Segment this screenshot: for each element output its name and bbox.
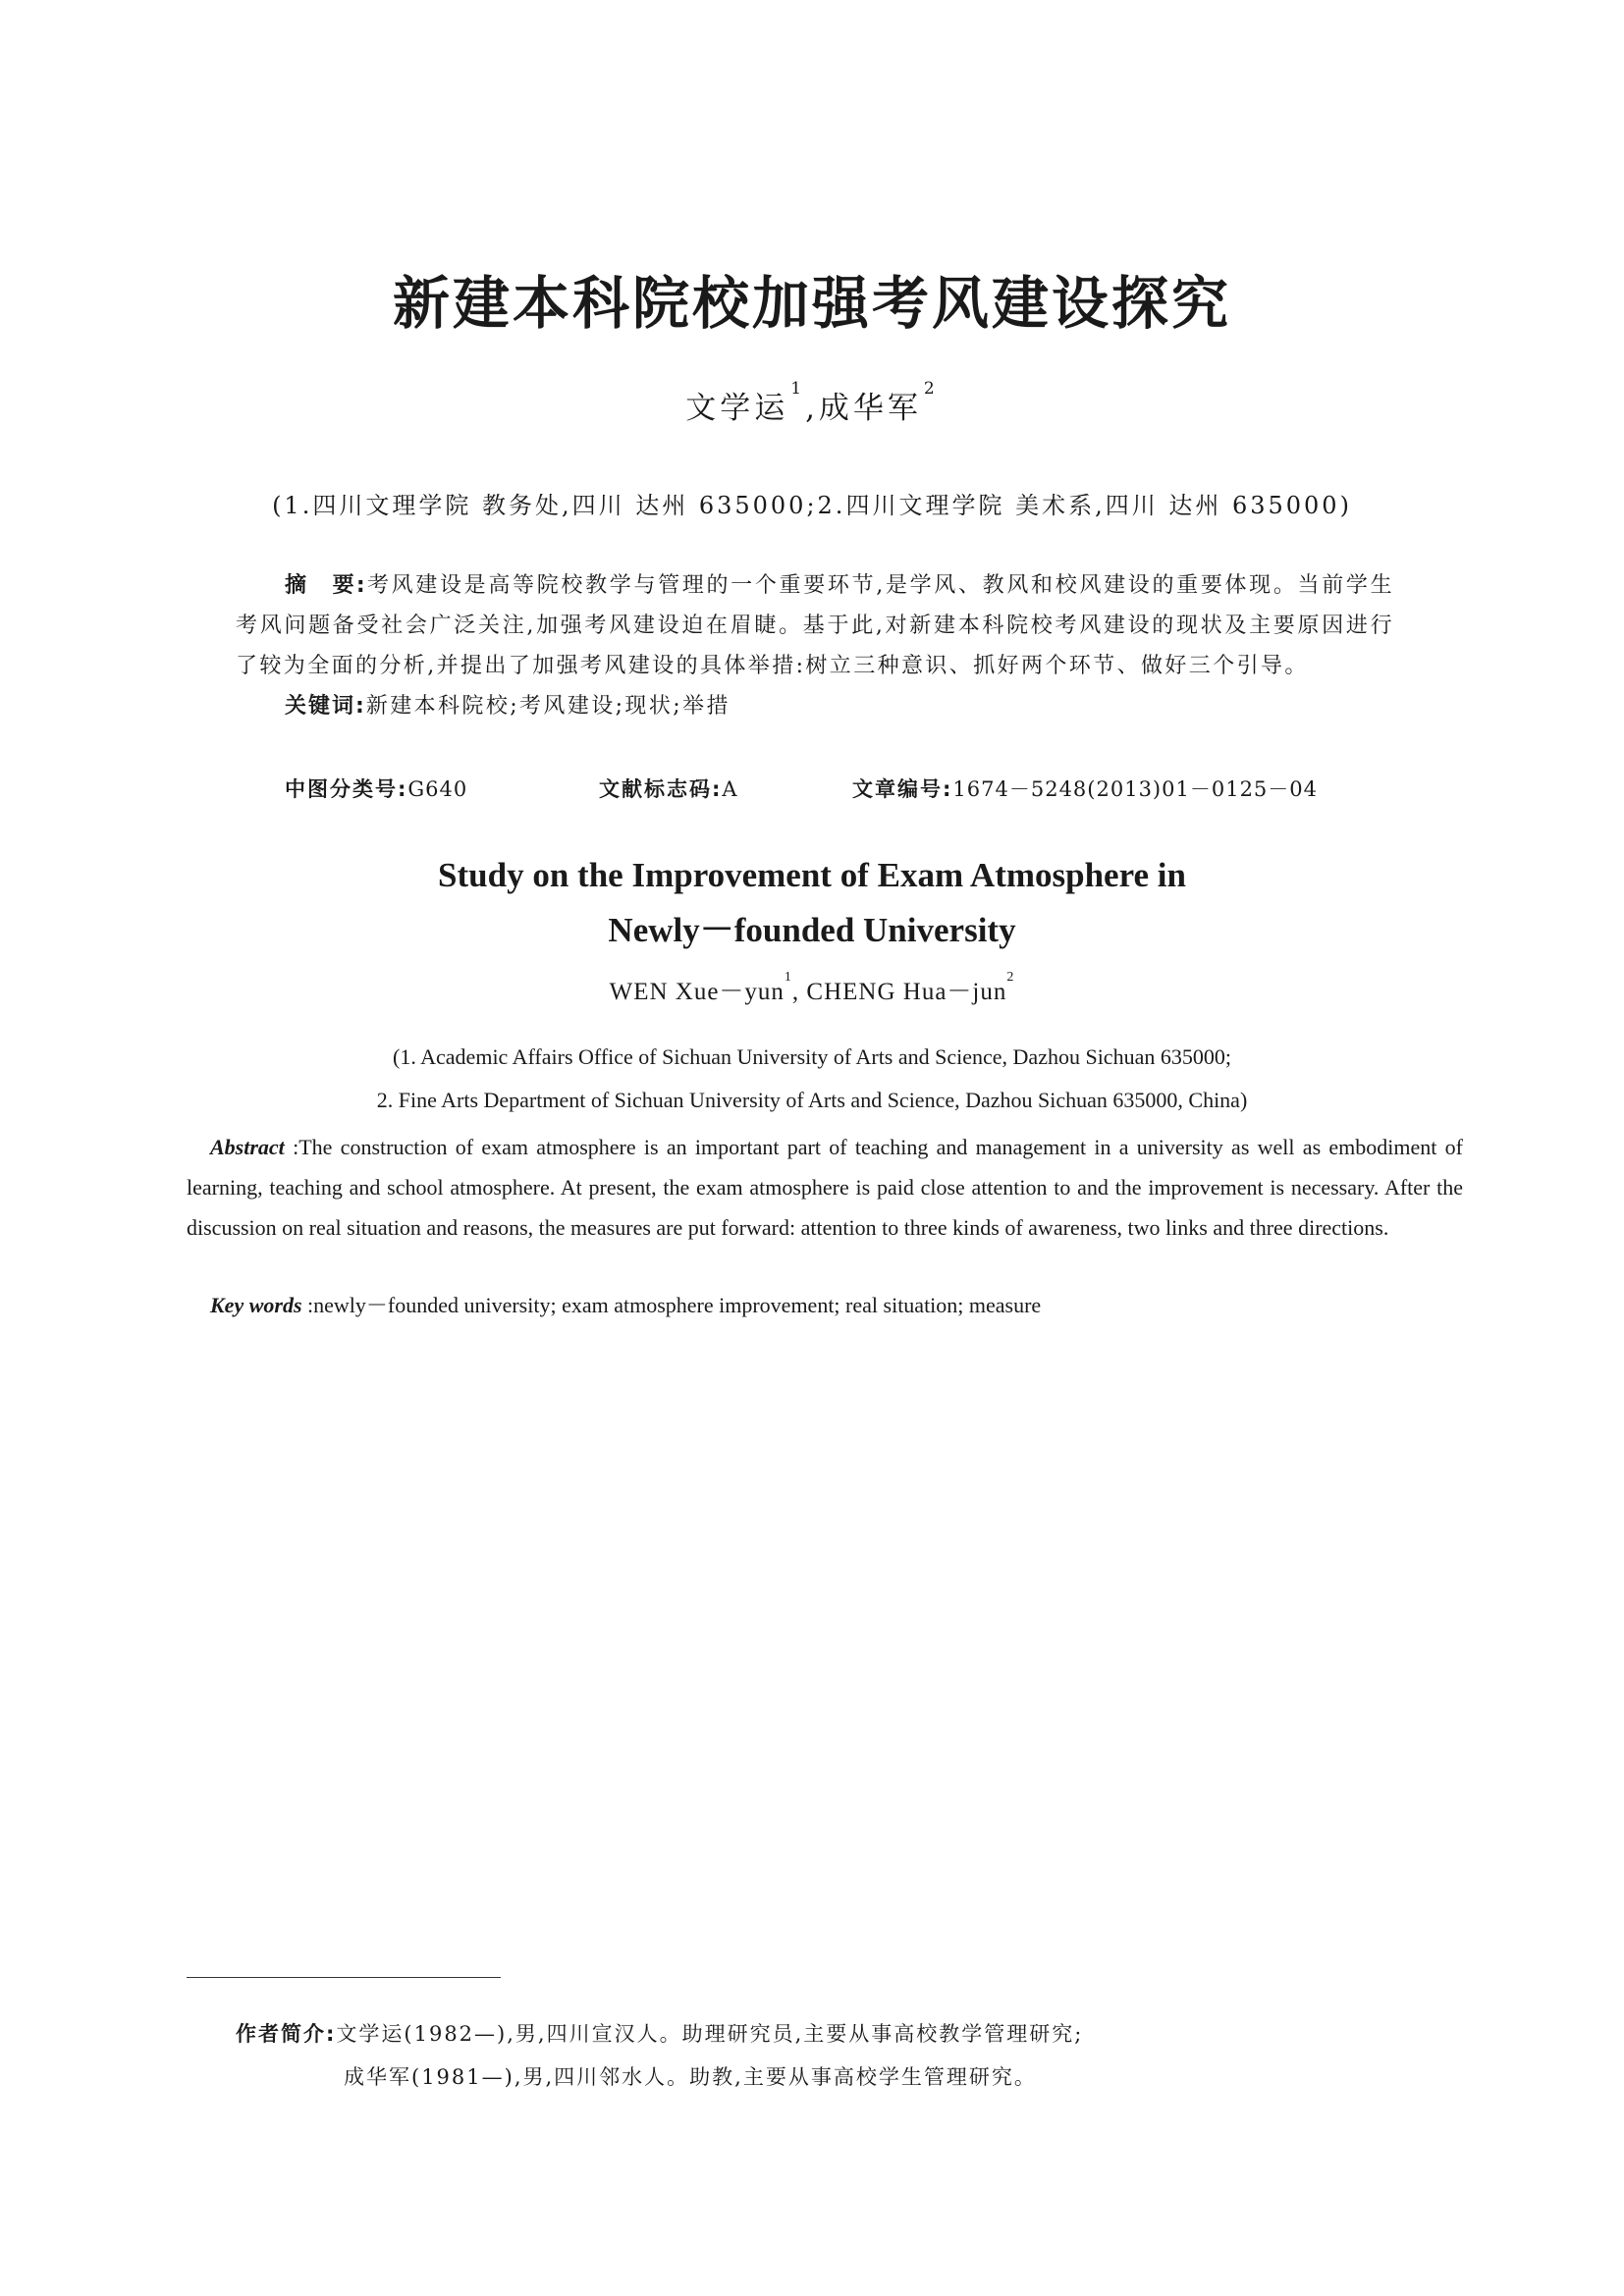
keywords-text: 新建本科院校;考风建设;现状;举措 — [365, 694, 731, 719]
author-separator: , — [805, 391, 819, 426]
author-affiliation-mark: 1 — [784, 970, 792, 985]
affiliation-line: (1. Academic Affairs Office of Sichuan University of Arts and Science, Dazhou Sichuan 635000; — [393, 1044, 1231, 1069]
clc-value: G640 — [407, 777, 468, 801]
document-code-value: A — [722, 777, 738, 801]
english-title — [0, 848, 1624, 958]
article-number-label: 文章编号: — [852, 777, 953, 801]
keywords-label: 关键词: — [285, 694, 366, 719]
author-affiliation-mark: 2 — [1006, 970, 1015, 985]
clc-label: 中图分类号: — [285, 777, 408, 801]
abstract-en — [187, 1127, 1463, 1248]
footnote-line: 成华军(1981—),男,四川邻水人。助教,主要从事高校学生管理研究。 — [344, 2065, 1037, 2089]
document-code — [599, 774, 738, 803]
keywords-cn — [285, 689, 731, 720]
author-name: 成华军 — [818, 391, 922, 426]
abstract-label: Abstract — [210, 1135, 285, 1159]
abstract-text: The construction of exam atmosphere is an important part of teaching and management in a university as well as embodiment of learning, teaching and school atmosphere. At present, the exam atmosphere is paid close attention to and the improvement is necessary. After the discussion on real situation and reasons, the measures are put forward: attention to three kinds of awareness, two links and three directions. — [187, 1135, 1464, 1240]
document-code-label: 文献标志码: — [599, 777, 723, 801]
author-name: WEN Xue－yun — [609, 979, 785, 1005]
footnote-divider — [187, 1977, 501, 1978]
authors-cn — [0, 379, 1624, 427]
keywords-label: Key words — [210, 1293, 302, 1317]
author-name: 文学运 — [685, 391, 789, 426]
abstract-cn — [236, 565, 1394, 686]
author-bio-footnote — [236, 2012, 1083, 2099]
affiliation-line: 2. Fine Arts Department of Sichuan University of Arts and Science, Dazhou Sichuan 635000, China) — [376, 1088, 1248, 1112]
footnote-line — [236, 2012, 1083, 2056]
author-name: CHENG Hua－jun — [806, 979, 1007, 1005]
label-colon: : — [293, 1135, 299, 1159]
author-affiliation-mark: 2 — [923, 379, 939, 399]
clc-number — [285, 774, 467, 803]
footnote-text: 文学运(1982—),男,四川宣汉人。助理研究员,主要从事高校教学管理研究; — [336, 2022, 1084, 2046]
authors-en — [0, 972, 1624, 1007]
footnote-label: 作者简介: — [236, 2022, 337, 2046]
affiliation-cn: (1.四川文理学院 教务处,四川 达州 635000;2.四川文理学院 美术系,四川 达州 635000) — [272, 492, 1352, 519]
article-number — [852, 774, 1318, 803]
label-colon: : — [307, 1293, 314, 1317]
article-number-value: 1674－5248(2013)01－0125－04 — [952, 777, 1319, 801]
abstract-label: 摘 要: — [285, 573, 367, 598]
author-affiliation-mark: 1 — [790, 379, 806, 399]
keywords-en — [210, 1289, 1041, 1319]
english-title-line: Study on the Improvement of Exam Atmosphere in — [438, 856, 1186, 894]
page-title: 新建本科院校加强考风建设探究 — [392, 270, 1231, 337]
keywords-text: newly－founded university; exam atmosphere improvement; real situation; measure — [313, 1293, 1042, 1317]
abstract-text: 考风建设是高等院校教学与管理的一个重要环节,是学风、教风和校风建设的重要体现。当前学生考风问题备受社会广泛关注,加强考风建设迫在眉睫。基于此,对新建本科院校考风建设的现状及主要原因进行了较为全面的分析,并提出了加强考风建设的具体举措:树立三种意识、抓好两个环节、做好三个引导。 — [236, 573, 1394, 678]
english-title-line: Newly－founded University — [608, 911, 1016, 949]
affiliation-en — [0, 1036, 1624, 1122]
author-separator: , — [791, 979, 807, 1005]
